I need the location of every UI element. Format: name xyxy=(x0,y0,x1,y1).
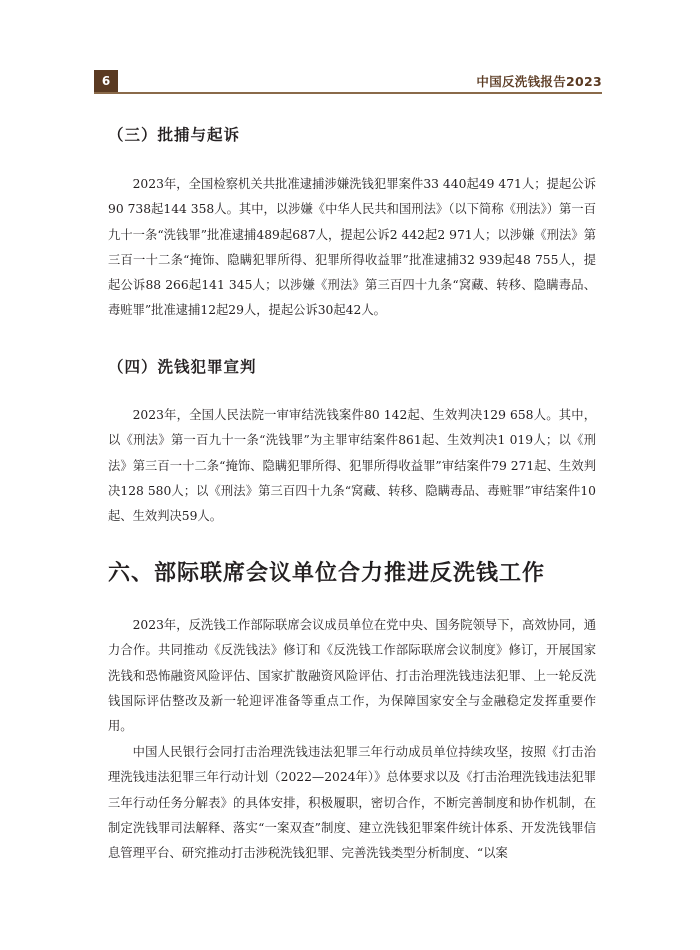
paragraph-interministerial-2: 中国人民银行会同打击治理洗钱违法犯罪三年行动成员单位持续攻坚，按照《打击治理洗钱违法犯罪三年行动计划（2022—2024年）》总体要求以及《打击治理洗钱违法犯罪三年行动任务分解表》的具体安排，积极履职，密切合作，不断完善制度和协作机制，在制定洗钱罪司法解释、落实“一案双查”制度、建立洗钱犯罪案件统计体系、开发洗钱罪信息管理平台、研究推动打击涉税洗钱犯罪、完善洗钱类型分析制度、“以案 xyxy=(108,745,596,861)
paragraph-interministerial-1: 2023年，反洗钱工作部际联席会议成员单位在党中央、国务院领导下，高效协同，通力合作。共同推动《反洗钱法》修订和《反洗钱工作部际联席会议制度》修订，开展国家洗钱和恐怖融资风险评估、国家扩散融资风险评估、打击治理洗钱违法犯罪、上一轮反洗钱国际评估整改及新一轮迎评准备等重点工作，为保障国家安全与金融稳定发挥重要作用。 xyxy=(108,618,596,734)
section-heading-sentencing: （四）洗钱犯罪宣判 xyxy=(108,358,257,376)
page-number: 6 xyxy=(94,70,118,92)
header-rule xyxy=(94,92,602,94)
paragraph-sentencing: 2023年，全国人民法院一审审结洗钱案件80 142起、生效判决129 658人。其中，以《刑法》第一百九十一条“洗钱罪”为主罪审结案件861起、生效判决1 019人；以《刑法》第三百一十二条“掩饰、隐瞒犯罪所得、犯罪所得收益罪”审结案件79 271起、生效判决128 580人；以《刑法》第三百四十九条“窝藏、转移、隐瞒毒品、毒赃罪”审结案件10起、生效判决59人。 xyxy=(108,408,596,524)
chapter-heading: 六、部际联席会议单位合力推进反洗钱工作 xyxy=(108,560,546,586)
page-header xyxy=(94,70,602,92)
section-heading-arrest-prosecution: （三）批捕与起诉 xyxy=(108,126,241,144)
running-title: 中国反洗钱报告2023 xyxy=(476,74,602,89)
paragraph-arrest-prosecution: 2023年，全国检察机关共批准逮捕涉嫌洗钱犯罪案件33 440起49 471人；提起公诉90 738起144 358人。其中，以涉嫌《中华人民共和国刑法》（以下简称《刑法》）第一百九十一条“洗钱罪”批准逮捕489起687人，提起公诉2 442起2 971人；以涉嫌《刑法》第三百一十二条“掩饰、隐瞒犯罪所得、犯罪所得收益罪”批准逮捕32 939起48 755人，提起公诉88 266起141 345人；以涉嫌《刑法》第三百四十九条“窝藏、转移、隐瞒毒品、毒赃罪”批准逮捕12起29人，提起公诉30起42人。 xyxy=(108,177,596,318)
